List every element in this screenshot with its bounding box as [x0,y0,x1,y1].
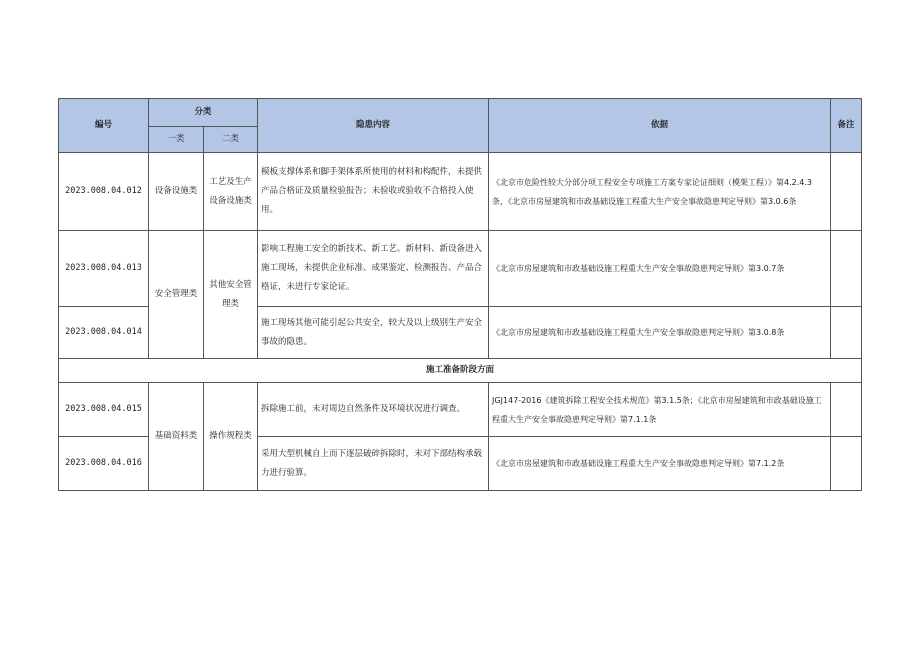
table-row [59,231,862,307]
row-note [831,437,862,491]
header-category: 分类 [149,99,258,127]
row-cat2: 操作规程类 [204,383,258,491]
header-code: 编号 [59,99,149,153]
row-basis: 《北京市房屋建筑和市政基础设施工程重大生产安全事故隐患判定导则》第7.1.2条 [489,437,831,491]
row-cat1: 基础资料类 [149,383,204,491]
row-note [831,153,862,231]
row-content: 模板支撑体系和脚手架体系所使用的材料和构配件，未提供产品合格证及质量检验报告；未验收或验收不合格投入使用。 [258,153,489,231]
header-note: 备注 [831,99,862,153]
section-title: 施工准备阶段方面 [59,359,862,383]
row-content: 影响工程施工安全的新技术、新工艺、新材料、新设备进入施工现场，未提供企业标准、成果鉴定、检测报告、产品合格证，未进行专家论证。 [258,231,489,307]
row-basis: 《北京市危险性较大分部分项工程安全专项施工方案专家论证细则（模架工程）》第4.2.4.3条，《北京市房屋建筑和市政基础设施工程重大生产安全事故隐患判定导则》第3.0.6条 [489,153,831,231]
row-code: 2023.008.04.015 [59,383,149,437]
row-cat2: 其他安全管理类 [204,231,258,359]
header-basis: 依据 [489,99,831,153]
row-content: 采用大型机械自上而下逐层破碎拆除时，未对下部结构承载力进行验算。 [258,437,489,491]
header-cat1: 一类 [149,127,204,153]
row-code: 2023.008.04.016 [59,437,149,491]
table-row [59,153,862,231]
row-code: 2023.008.04.012 [59,153,149,231]
table-row [59,383,862,437]
row-note [831,383,862,437]
header-row [59,99,862,127]
row-note [831,307,862,359]
section-row [59,359,862,383]
hazard-table [58,98,862,491]
header-content: 隐患内容 [258,99,489,153]
row-code: 2023.008.04.014 [59,307,149,359]
row-cat1: 设备设施类 [149,153,204,231]
row-cat2: 工艺及生产设备设施类 [204,153,258,231]
row-content: 拆除施工前，未对周边自然条件及环境状况进行调查。 [258,383,489,437]
header-cat2: 二类 [204,127,258,153]
row-basis: 《北京市房屋建筑和市政基础设施工程重大生产安全事故隐患判定导则》第3.0.7条 [489,231,831,307]
row-cat1: 安全管理类 [149,231,204,359]
row-basis: JGJ147-2016《建筑拆除工程安全技术规范》第3.1.5条；《北京市房屋建筑和市政基础设施工程重大生产安全事故隐患判定导则》第7.1.1条 [489,383,831,437]
row-code: 2023.008.04.013 [59,231,149,307]
row-basis: 《北京市房屋建筑和市政基础设施工程重大生产安全事故隐患判定导则》第3.0.8条 [489,307,831,359]
row-content: 施工现场其他可能引起公共安全，较大及以上级别生产安全事故的隐患。 [258,307,489,359]
row-note [831,231,862,307]
